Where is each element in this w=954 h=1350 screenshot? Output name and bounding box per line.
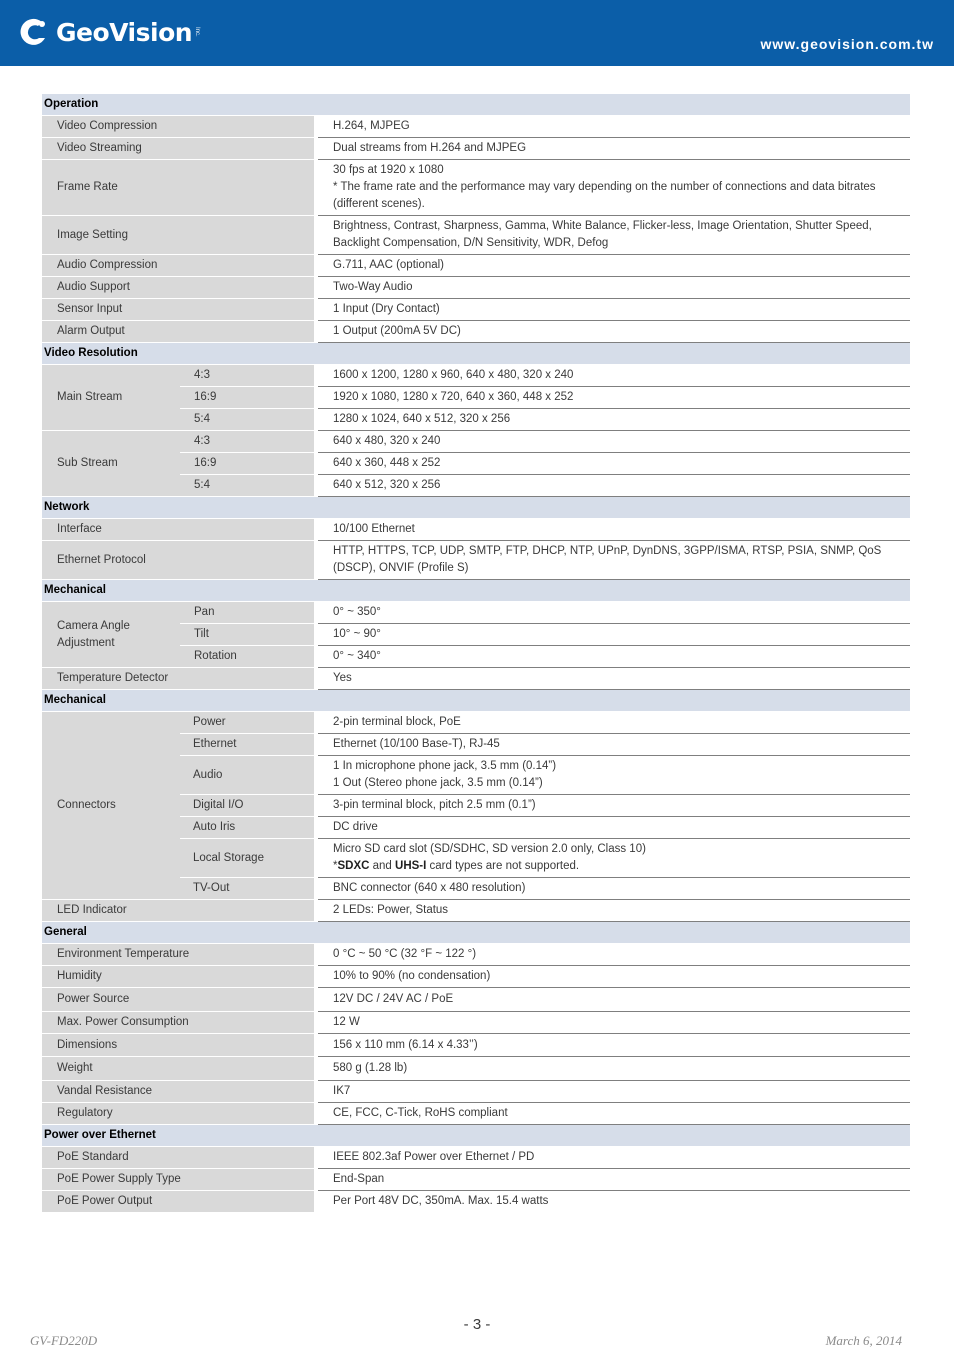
spec-row: Weight 580 g (1.28 lb): [42, 1057, 910, 1081]
spec-row: Digital I/O 3-pin terminal block, pitch 2.5 mm (0.1”): [42, 795, 910, 817]
spec-row: Temperature Detector Yes: [42, 668, 910, 690]
section-header-video-resolution: Video Resolution: [42, 343, 910, 365]
frame-rate-value: 30 fps at 1920 x 1080: [333, 164, 444, 176]
spec-row: PoE Power Supply Type End-Span: [42, 1169, 910, 1191]
spec-row: PoE Standard IEEE 802.3af Power over Ethernet / PD: [42, 1147, 910, 1169]
brand-name: GeoVision: [56, 17, 193, 47]
spec-row: PoE Power Output Per Port 48V DC, 350mA. Max. 15.4 watts: [42, 1191, 910, 1213]
spec-row: Max. Power Consumption 12 W: [42, 1012, 910, 1034]
spec-row: Frame Rate 30 fps at 1920 x 1080 * The frame rate and the performance may vary depending on the number of connections and data bitrates (different scenes).: [42, 160, 910, 216]
spec-row: 5:4 640 x 512, 320 x 256: [42, 475, 910, 497]
spec-row: 5:4 1280 x 1024, 640 x 512, 320 x 256: [42, 409, 910, 431]
spec-row: Tilt 10° ~ 90°: [42, 624, 910, 646]
spec-row: Alarm Output 1 Output (200mA 5V DC): [42, 321, 910, 343]
spec-row: Audio Support Two-Way Audio: [42, 277, 910, 299]
section-header-mechanical-connectors: Mechanical: [42, 690, 910, 712]
spec-row: Video Streaming Dual streams from H.264 and MJPEG: [42, 138, 910, 160]
spec-row: Audio 1 In microphone phone jack, 3.5 mm (0.14”) 1 Out (Stereo phone jack, 3.5 mm (0.14”): [42, 756, 910, 795]
spec-row: Local Storage Micro SD card slot (SD/SDHC, SD version 2.0 only, Class 10) *SDXC and UHS-I card types are not supported.: [42, 839, 910, 878]
footer-date: March 6, 2014: [825, 1333, 902, 1348]
geovision-logo-icon: [18, 15, 52, 49]
spec-row: Vandal Resistance IK7: [42, 1081, 910, 1103]
spec-table: [42, 94, 910, 1213]
spec-row: Video Compression H.264, MJPEG: [42, 116, 910, 138]
section-header-network: Network: [42, 497, 910, 519]
spec-row: TV-Out BNC connector (640 x 480 resolution): [42, 878, 910, 900]
website-url: www.geovision.com.tw: [760, 36, 934, 52]
header-banner: [0, 0, 954, 66]
spec-row: 16:9 1920 x 1080, 1280 x 720, 640 x 360, 448 x 252: [42, 387, 910, 409]
spec-row: 16:9 640 x 360, 448 x 252: [42, 453, 910, 475]
spec-row: Environment Temperature 0 °C ~ 50 °C (32 °F ~ 122 °): [42, 944, 910, 966]
spec-row: Main Stream 4:3 1600 x 1200, 1280 x 960, 640 x 480, 320 x 240: [42, 365, 910, 387]
spec-row: Power Source 12V DC / 24V AC / PoE: [42, 988, 910, 1012]
spec-row: LED Indicator 2 LEDs: Power, Status: [42, 900, 910, 922]
spec-row: Connectors Power 2-pin terminal block, PoE: [42, 712, 910, 734]
frame-rate-note: * The frame rate and the performance may vary depending on the number of connections and data bitrates (different scenes).: [333, 181, 876, 210]
section-header-general: General: [42, 922, 910, 944]
section-header-operation: Operation: [42, 94, 910, 116]
spec-row: Regulatory CE, FCC, C-Tick, RoHS compliant: [42, 1103, 910, 1125]
storage-note: *SDXC and UHS-I card types are not supported.: [333, 860, 580, 872]
spec-row: Dimensions 156 x 110 mm (6.14 x 4.33’’): [42, 1034, 910, 1057]
spec-row: Auto Iris DC drive: [42, 817, 910, 839]
spec-row: Sensor Input 1 Input (Dry Contact): [42, 299, 910, 321]
page-number: - 3 -: [463, 1316, 491, 1333]
spec-row: Sub Stream 4:3 640 x 480, 320 x 240: [42, 431, 910, 453]
spec-row: Audio Compression G.711, AAC (optional): [42, 255, 910, 277]
spec-row: Ethernet Ethernet (10/100 Base-T), RJ-45: [42, 734, 910, 756]
section-header-poe: Power over Ethernet: [42, 1125, 910, 1147]
spec-row: Humidity 10% to 90% (no condensation): [42, 966, 910, 988]
geovision-logo: [18, 12, 200, 52]
spec-row: Camera Angle Adjustment Pan 0° ~ 350°: [42, 602, 910, 624]
brand-suffix: Inc.: [194, 27, 201, 37]
spec-row: Ethernet Protocol HTTP, HTTPS, TCP, UDP, SMTP, FTP, DHCP, NTP, UPnP, DynDNS, 3GPP/ISMA, RTSP, PSIA, SNMP, QoS (DSCP), ONVIF (Profile S): [42, 541, 910, 580]
section-header-mechanical: Mechanical: [42, 580, 910, 602]
spec-row: Interface 10/100 Ethernet: [42, 519, 910, 541]
spec-row: Image Setting Brightness, Contrast, Sharpness, Gamma, White Balance, Flicker-less, Image Orientation, Shutter Speed, Backlight Compensation, D/N Sensitivity, WDR, Defog: [42, 216, 910, 255]
footer-model: GV-FD220D: [30, 1333, 98, 1348]
spec-row: Rotation 0° ~ 340°: [42, 646, 910, 668]
